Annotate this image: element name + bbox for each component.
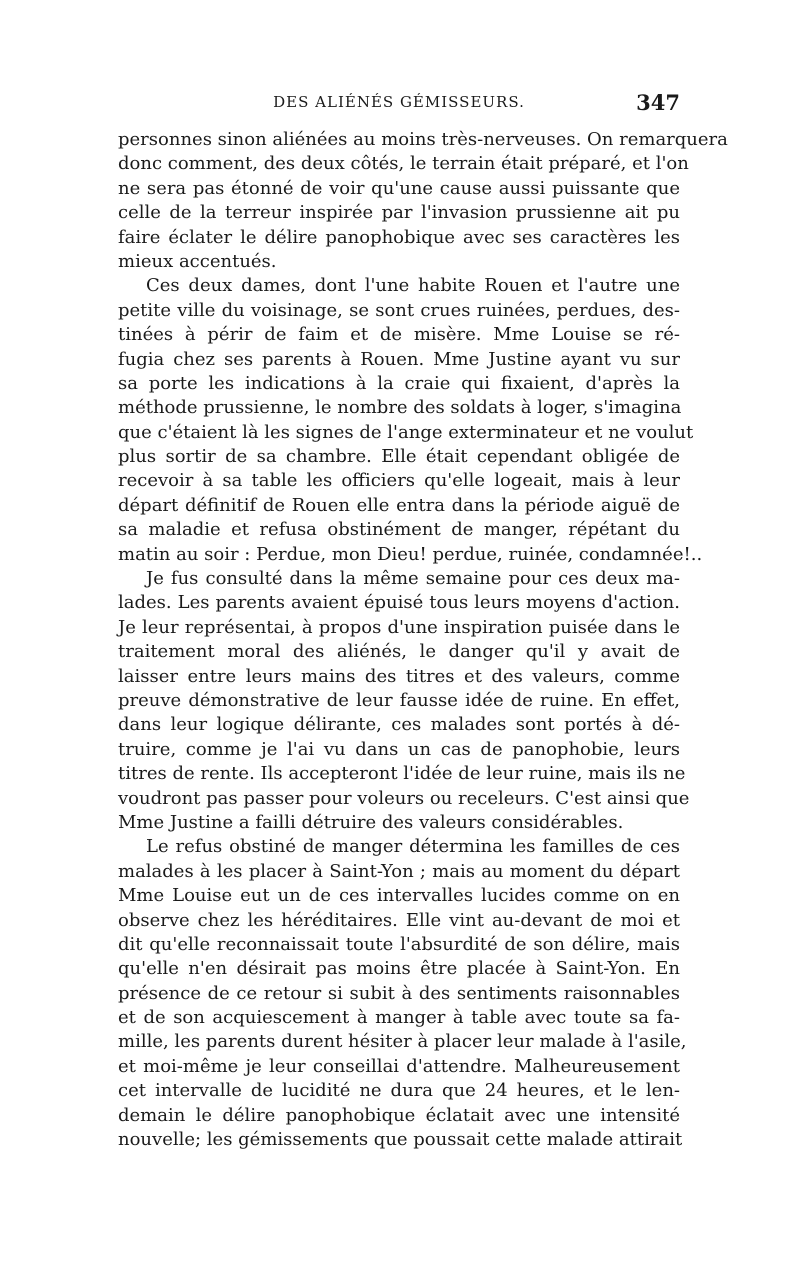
text-line: lades. Les parents avaient épuisé tous leurs moyens d'action. [118,592,680,614]
text-line: recevoir à sa table les officiers qu'elle logeait, mais à leur [118,470,680,492]
text-line: et moi-même je leur conseillai d'attendre. Malheureusement [118,1055,680,1077]
text-line: Le refus obstiné de manger détermina les familles de ces [146,836,680,858]
text-line: malades à les placer à Saint-Yon ; mais au moment du départ [118,860,680,882]
text-line: Je leur représentai, à propos d'une inspiration puisée dans le [118,616,680,638]
text-line: cet intervalle de lucidité ne dura que 24 heures, et le len- [118,1080,680,1102]
text-line: Je fus consulté dans la même semaine pour ces deux ma- [146,568,680,590]
text-line: tinées à périr de faim et de misère. Mme Louise se ré- [118,324,680,346]
text-line: titres de rente. Ils accepteront l'idée de leur ruine, mais ils ne [118,763,686,785]
text-line: dans leur logique délirante, ces malades sont portés à dé- [118,714,680,736]
text-line: preuve démonstrative de leur fausse idée de ruine. En effet, [118,689,680,711]
text-line: qu'elle n'en désirait pas moins être placée à Saint-Yon. En [118,958,680,980]
text-line: et de son acquiescement à manger à table avec toute sa fa- [118,1007,680,1029]
text-line: dit qu'elle reconnaissait toute l'absurdité de son délire, mais [118,933,680,955]
text-line: mieux accentués. [118,250,277,272]
text-line: présence de ce retour si subit à des sentiments raisonnables [118,982,680,1004]
text-line: faire éclater le délire panophobique avec ses caractères les [118,226,680,248]
running-header [118,90,680,119]
text-line: donc comment, des deux côtés, le terrain était préparé, et l'on [118,153,689,175]
text-line: Mme Louise eut un de ces intervalles lucides comme on en [118,885,680,907]
text-line: mille, les parents durent hésiter à placer leur malade à l'asile, [118,1031,687,1053]
body-text [118,128,728,1152]
running-title: DES ALIÉNÉS GÉMISSEURS. [273,93,525,111]
text-line: Mme Justine a failli détruire des valeurs considérables. [118,811,624,833]
text-line: méthode prussienne, le nombre des soldats à loger, s'imagina [118,397,682,419]
text-line: traitement moral des aliénés, le danger qu'il y avait de [118,641,680,663]
text-line: truire, comme je l'ai vu dans un cas de panophobie, leurs [118,738,680,760]
text-line: demain le délire panophobique éclatait avec une intensité [118,1104,680,1126]
text-line: nouvelle; les gémissements que poussait cette malade attirait [118,1129,683,1151]
text-line: que c'étaient là les signes de l'ange exterminateur et ne voulut [118,421,694,443]
text-line: petite ville du voisinage, se sont crues ruinées, perdues, des- [118,299,680,321]
text-line: sa maladie et refusa obstinément de manger, répétant du [118,519,680,541]
text-line: voudront pas passer pour voleurs ou receleurs. C'est ainsi que [118,787,690,809]
text-line: observe chez les héréditaires. Elle vint au-devant de moi et [118,909,680,931]
text-line: fugia chez ses parents à Rouen. Mme Justine ayant vu sur [118,348,680,370]
text-line: celle de la terreur inspirée par l'invasion prussienne ait pu [118,202,680,224]
page-number: 347 [636,90,680,115]
text-line: personnes sinon aliénées au moins très-nerveuses. On remarquera [118,129,728,150]
text-line: plus sortir de sa chambre. Elle était cependant obligée de [118,446,680,468]
text-line: laisser entre leurs mains des titres et des valeurs, comme [118,665,680,687]
text-line: départ définitif de Rouen elle entra dans la période aiguë de [118,494,680,516]
text-line: ne sera pas étonné de voir qu'une cause aussi puissante que [118,177,680,199]
text-line: sa porte les indications à la craie qui fixaient, d'après la [118,372,680,394]
text-line: matin au soir : Perdue, mon Dieu! perdue, ruinée, condamnée!.. [118,543,703,565]
text-line: Ces deux dames, dont l'une habite Rouen et l'autre une [146,275,680,297]
